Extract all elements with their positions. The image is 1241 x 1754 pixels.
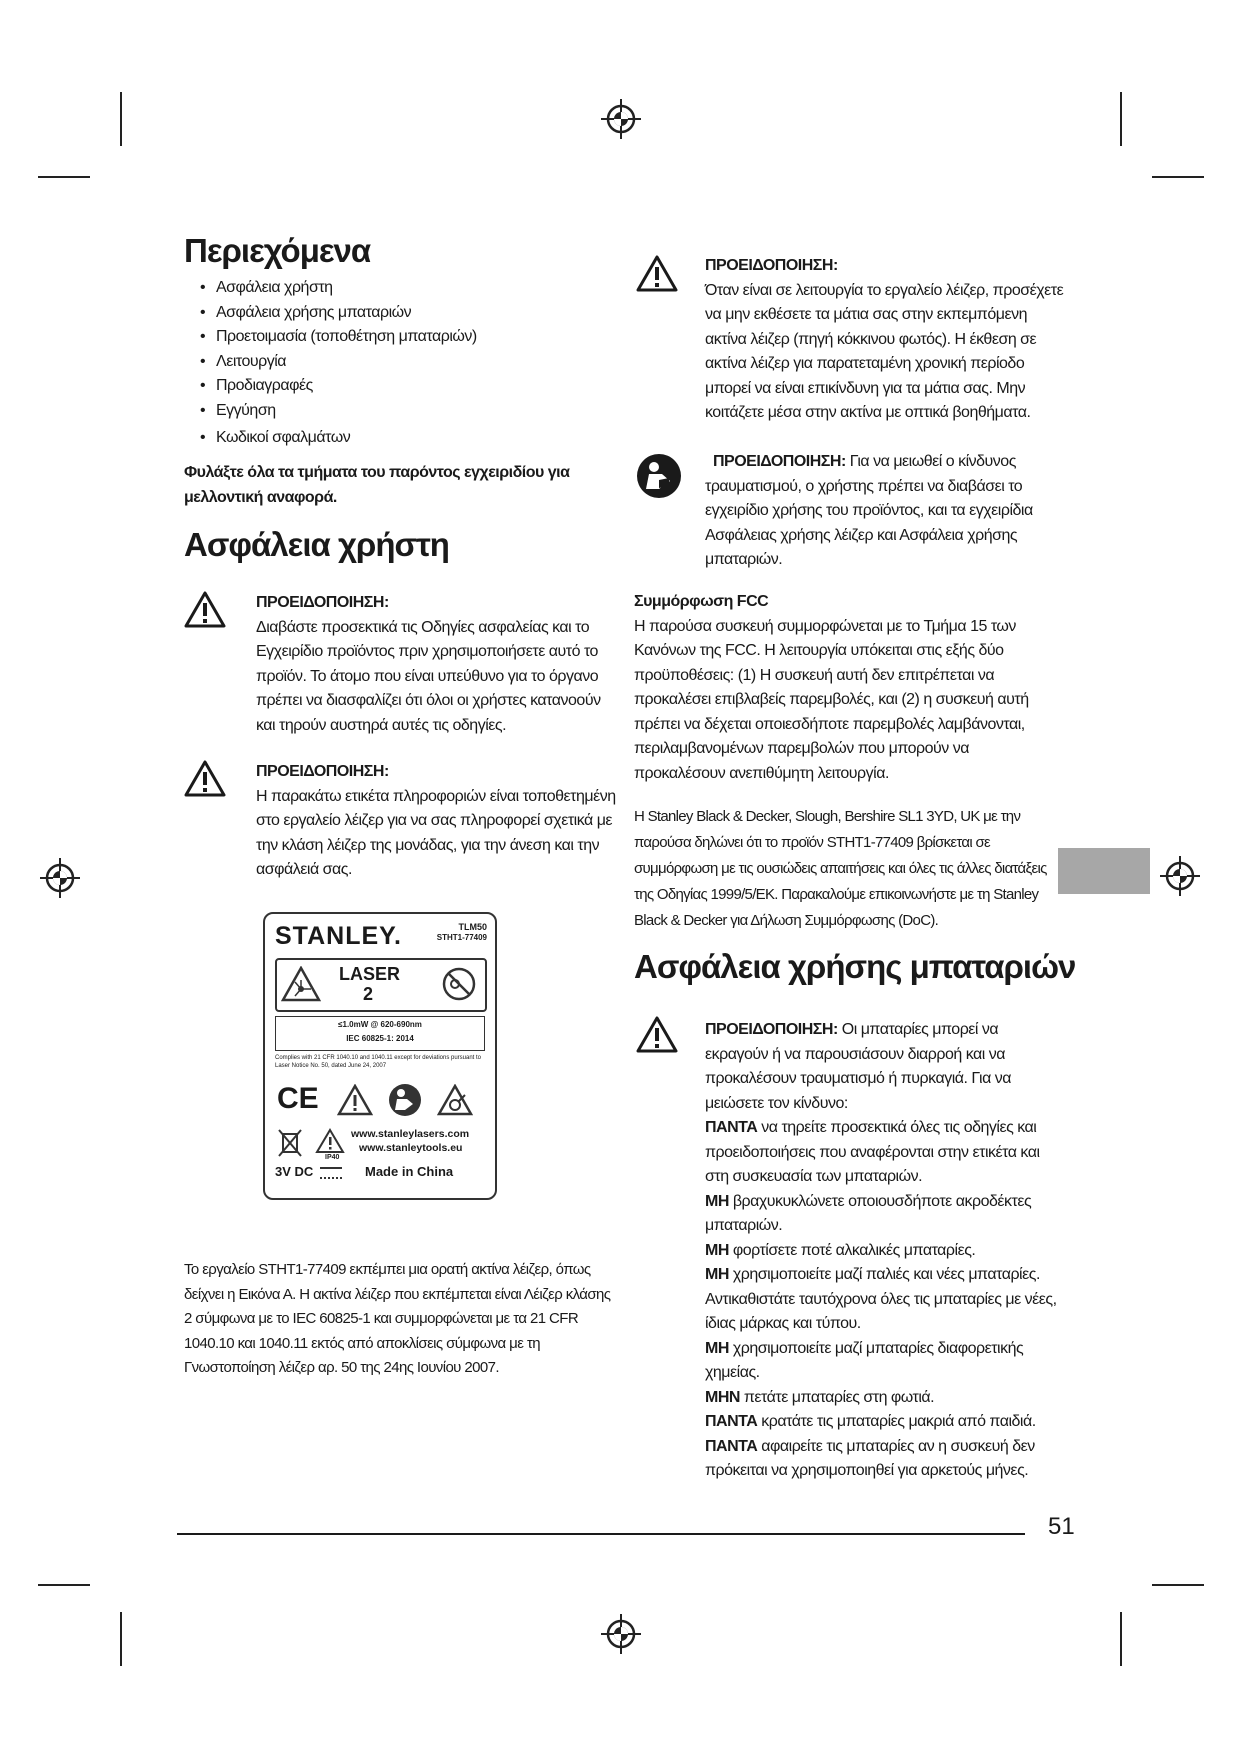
rule-keyword: ΠΑΝΤΑ [705,1413,758,1430]
crop-mark [1152,176,1204,178]
made-in-label: Made in China [365,1164,454,1179]
warning-text: Η παρακάτω ετικέτα πληροφοριών είναι τοποθετημένη στο εργαλείο λέιζερ για να σας πληροφορεί σχετικά με την κλάση λέιζερ της μονάδας, για την άνεση και την ασφάλειά σας. [256,787,616,878]
rule-text: πετάτε μπαταρίες στη φωτιά. [739,1388,935,1406]
label-voltage [275,1164,342,1179]
rule-text: κρατάτε τις μπαταρίες μακριά από παιδιά. [757,1413,1036,1430]
user-safety-title: Ασφάλεια χρήστη [184,526,449,563]
warning-block [256,591,611,738]
warning-text: Οι μπαταρίες μπορεί να εκραγούν ή να παρουσιάσουν διαρροή και να προκαλέσουν τραυματισμό ή πυρκαγιά. Για να μειώσετε τον κίνδυνο: [705,1021,1012,1112]
warning-text: Διαβάστε προσεκτικά τις Οδηγίες ασφαλείας και το Εγχειρίδιο προϊόντος πριν χρησιμοποιήσετε αυτό το προϊόν. Το άτομο που είναι υπεύθυνο για το όργανο πρέπει να διασφαλίζει ότι όλοι οι χρήστες κατανοούν και τηρούν αυστηρά αυτές τις οδηγίες. [256,618,601,734]
declaration-text: Η Stanley Black & Decker, Slough, Bershire SL1 3YD, UK με την παρούσα δηλώνει ότι το προϊόν STHT1-77409 βρίσκεται σε συμμόρφωση με τις ουσιώδεις απαιτήσεις και όλες τις άλλες διατάξεις της Οδηγίας 1999/5/ΕΚ. Παρακαλούμε επικοινωνήστε με τη Stanley Black & Decker για Δήλωση Συμμόρφωσης (DoC). [634,808,1047,929]
label-url: www.stanleylasers.com [351,1128,470,1140]
warning-heading: ΠΡΟΕΙΔΟΠΟΙΗΣΗ: [705,1021,838,1038]
battery-rule [705,1263,1060,1337]
battery-rule [705,1386,1060,1411]
laser-info-label [263,912,497,1200]
battery-rule [705,1337,1060,1386]
registration-mark-icon [601,1614,641,1654]
rule-keyword: ΠΑΝΤΑ [705,1437,758,1455]
laser-class-box [275,958,487,1012]
warning-block [705,450,1060,573]
battery-rule [705,1190,1060,1239]
weee-bin-icon [277,1128,303,1158]
rule-text: χρησιμοποιείτε μαζί παλιές και νέες μπαταρίες. Αντικαθιστάτε ταυτόχρονα όλες τις μπαταρίες με νέες, ίδιας μάρκας και τύπου. [705,1266,1057,1332]
label-url: www.stanleytools.eu [359,1142,463,1154]
battery-warning-block [705,1018,1060,1484]
read-manual-icon [387,1082,423,1118]
warning-heading: ΠΡΟΕΙΔΟΠΟΙΗΣΗ: [705,257,838,274]
laser-aperture-icon [437,1084,473,1116]
laser-word: LASER [339,964,401,984]
rule-keyword: ΜΗΝ [705,1388,740,1406]
ce-mark: CE [277,1082,319,1115]
compliance-text: Complies with 21 CFR 1040.10 and 1040.11 except for deviations pursuant to Laser Notice No. 50, dated June 24, 2007 [275,1055,482,1069]
warning-heading: ΠΡΟΕΙΔΟΠΟΙΗΣΗ: [713,453,846,470]
toc-title: Περιεχόμενα [184,232,371,269]
battery-rule [705,1239,1060,1264]
registration-mark-icon [601,99,641,139]
label-brand: STANLEY. [275,922,402,950]
read-manual-icon [635,452,683,500]
crop-mark [1120,1612,1122,1666]
rule-keyword: ΜΗ [705,1241,729,1259]
toc-item: • Εγγύηση [200,399,640,424]
voltage-text: 3V DC [275,1164,314,1179]
toc-item: • Προδιαγραφές [200,374,640,399]
footer-rule [177,1533,1025,1535]
rule-text: αφαιρείτε τις μπαταρίες αν η συσκευή δεν πρόκειται να χρησιμοποιηθεί για αρκετούς μήνες. [705,1437,1035,1479]
laser-spec-box [275,1016,485,1051]
toc-list [200,276,640,451]
warning-text: Για να μειωθεί ο κίνδυνος τραυματισμού, ο χρήστης πρέπει να διαβάσει το εγχειρίδιο χρήσης του προϊόντος, και τα εγχειρίδια Ασφάλειας χρήσης λέιζερ και Ασφάλεια χρήσης μπαταριών. [705,453,1033,568]
rule-text: χρησιμοποιείτε μαζί μπαταρίες διαφορετικής χημείας. [705,1339,1024,1381]
toc-item: • Λειτουργία [200,350,640,375]
battery-rule [705,1116,1060,1190]
crop-mark [120,92,122,146]
keep-manual-note: Φυλάξτε όλα τα τμήματα του παρόντος εγχειριδίου για μελλοντική αναφορά. [184,464,570,506]
laser-paragraph: Το εργαλείο STHT1-77409 εκπέμπει μια ορατή ακτίνα λέιζερ, όπως δείχνει η Εικόνα Α. Η ακτίνα λέιζερ που εκπέμπεται είναι Λέιζερ κλάσης 2 σύμφωνα με το IEC 60825-1 και συμμορφώνεται με τα 21 CFR 1040.10 και 1040.11 εκτός από αποκλίσεις σύμφωνα με τη Γνωστοποίηση λέιζερ αρ. 50 της 24ης Ιουνίου 2007. [184,1261,611,1376]
warning-block [256,760,616,883]
section-tab [1058,848,1150,894]
warning-heading: ΠΡΟΕΙΔΟΠΟΙΗΣΗ: [256,763,389,780]
warning-triangle-icon [184,760,226,797]
crop-mark [1152,1584,1204,1586]
battery-warning-intro [705,1018,1060,1116]
warning-block [705,254,1065,426]
warning-triangle-icon [636,1016,678,1053]
registration-mark-icon [1160,856,1200,896]
ip-rating: IP40 [325,1154,340,1161]
rule-keyword: ΠΑΝΤΑ [705,1119,758,1136]
battery-safety-title: Ασφάλεια χρήσης μπαταριών [634,948,1076,985]
fcc-text: Η παρούσα συσκευή συμμορφώνεται με το Τμήμα 15 των Κανόνων της FCC. Η λειτουργία υπόκειται στις εξής δύο προϋποθέσεις: (1) Η συσκευή αυτή δεν επιτρέπεται να προκαλέσει επιβλαβείς παρεμβολές, και (2) η συσκευή αυτή πρέπει να δέχεται οποιεσδήποτε παρεμβολές λαμβάνονται, περιλαμβανομένων παρεμβολών που μπορούν να προκαλέσουν ανεπιθύμητη λειτουργία. [634,617,1029,782]
fcc-section [634,590,1059,786]
label-model-number: STHT1-77409 [436,933,487,942]
warning-triangle-icon [337,1084,373,1116]
warning-text: Όταν είναι σε λειτουργία το εργαλείο λέιζερ, προσέχετε να μην εκθέσετε τα μάτια σας στην εκπεμπόμενη ακτίνα λέιζερ (πηγή κόκκινου φωτός). Η έκθεση σε ακτίνα λέιζερ για παρατεταμένη χρονική περίοδο μπορεί να είναι επικίνδυνη για τα μάτια σας. Μην κοιτάζετε μέσα στην ακτίνα με οπτικά βοηθήματα. [705,281,1064,421]
registration-mark-icon [40,858,80,898]
warning-triangle-icon [184,591,226,628]
toc-item: • Ασφάλεια χρήσης μπαταριών [200,301,640,326]
laser-power: ≤1.0mW @ 620-690nm [338,1020,422,1029]
crop-mark [38,1584,90,1586]
warning-heading: ΠΡΟΕΙΔΟΠΟΙΗΣΗ: [256,594,389,611]
laser-class-number: 2 [363,984,374,1004]
page-number: 51 [1048,1513,1075,1540]
toc-item: • Προετοιμασία (τοποθέτηση μπαταριών) [200,325,640,350]
warning-triangle-icon [315,1128,345,1154]
dc-symbol-icon [320,1167,342,1179]
no-stare-icon [441,966,477,1002]
label-model-code: TLM50 [458,922,487,932]
battery-rule [705,1435,1060,1484]
toc-item: • Ασφάλεια χρήστη [200,276,640,301]
laser-standard: IEC 60825-1: 2014 [346,1034,414,1043]
rule-keyword: ΜΗ [705,1266,729,1283]
rule-text: φορτίσετε ποτέ αλκαλικές μπαταρίες. [728,1241,976,1259]
crop-mark [120,1612,122,1666]
battery-rule [705,1410,1060,1435]
fcc-heading: Συμμόρφωση FCC [634,593,769,610]
rule-keyword: ΜΗ [705,1192,729,1210]
toc-item: • Κωδικοί σφαλμάτων [200,426,640,451]
rule-text: βραχυκυκλώνετε οποιουσδήποτε ακροδέκτες μπαταριών. [705,1192,1032,1234]
crop-mark [1120,92,1122,146]
laser-hazard-icon [281,966,321,1002]
crop-mark [38,176,90,178]
rule-text: να τηρείτε προσεκτικά όλες τις οδηγίες και προειδοποιήσεις που αναφέρονται στην ετικέτα και στη συσκευασία των μπαταριών. [705,1119,1040,1185]
rule-keyword: ΜΗ [705,1339,729,1357]
warning-triangle-icon [636,255,678,292]
